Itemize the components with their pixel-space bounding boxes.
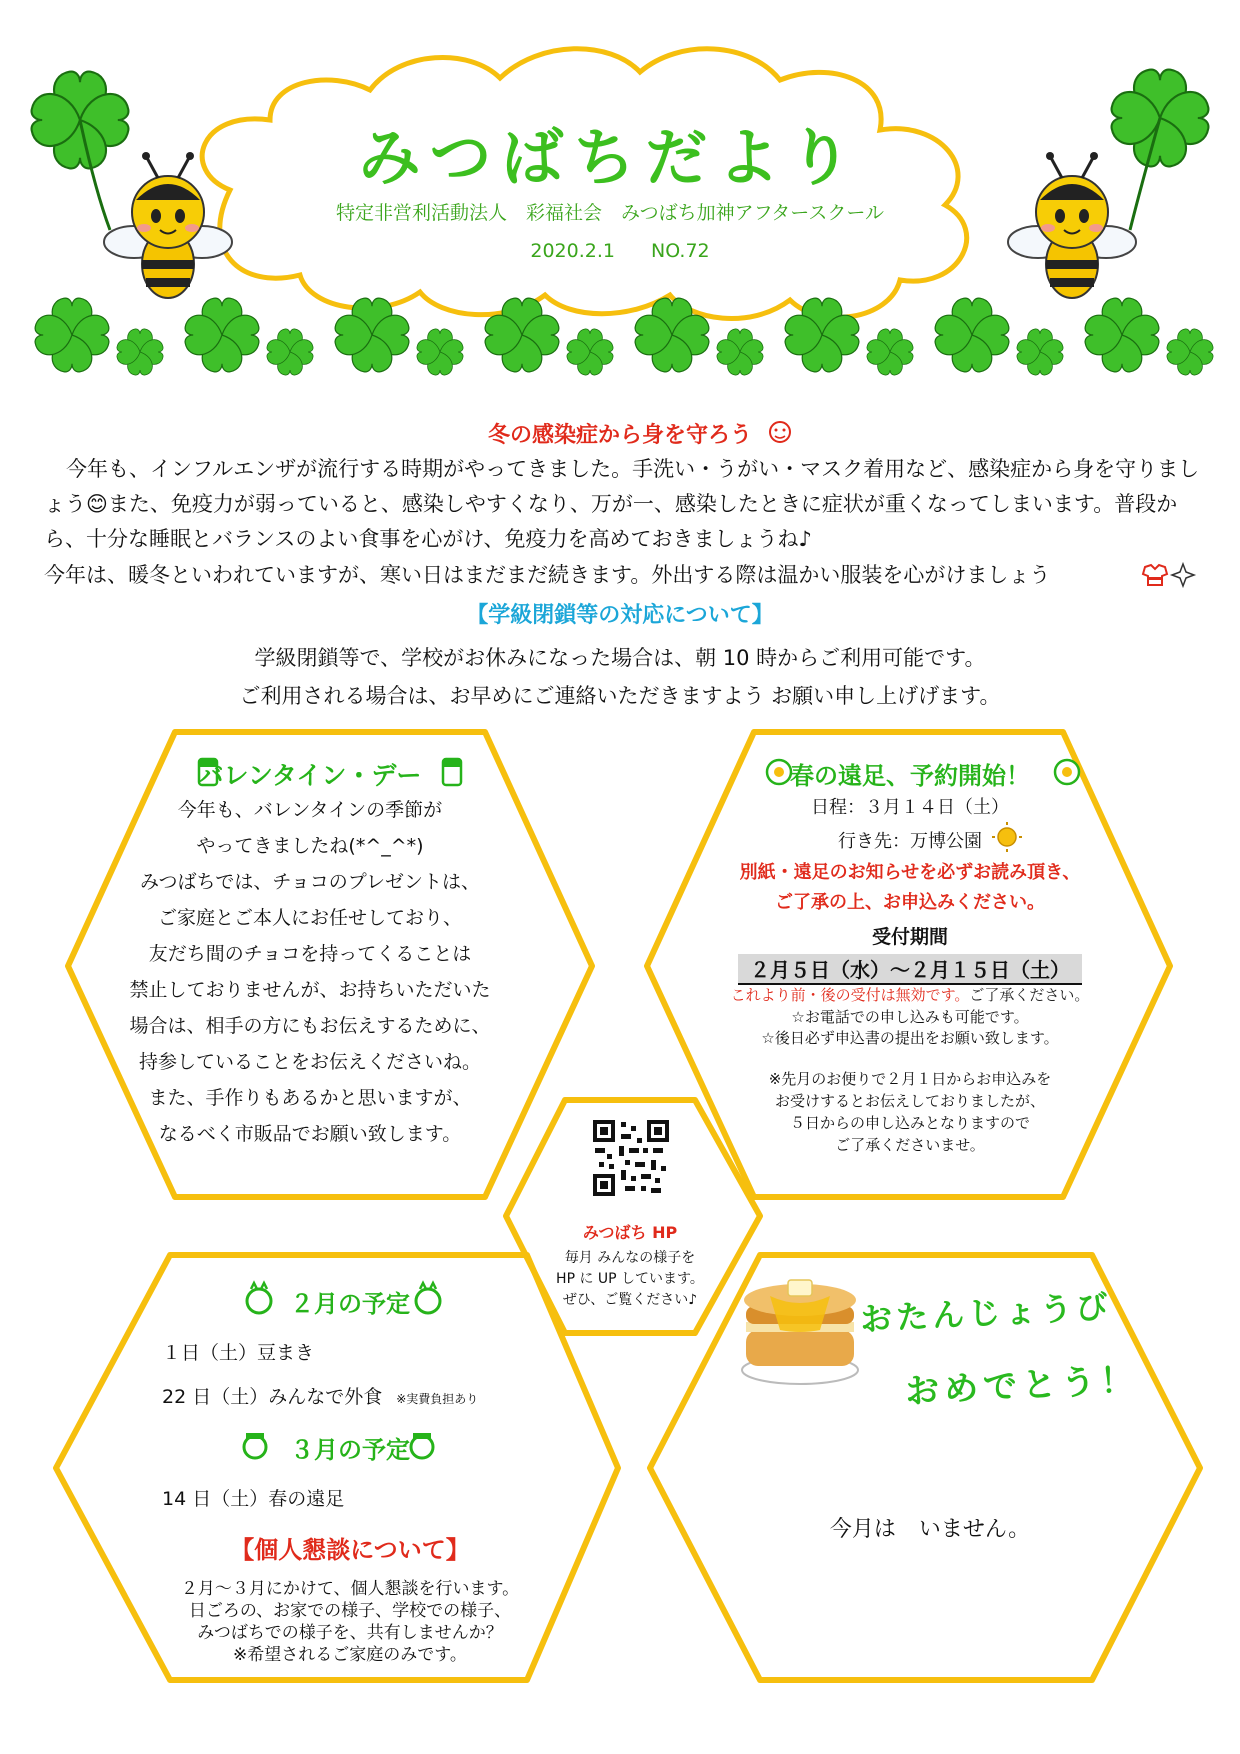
hp-description	[528, 1248, 732, 1311]
intro-paragraph: 今年も、インフルエンザが流行する時期がやってきました。手洗い・うがい・マスク着用など、感染症から身を守りましょう😊また、免疫力が弱っていると、感染しやすくなり、万が一、感染したときに症状が重くなってしまいます。普段から、十分な睡眠とバランスのよい食事を心がけ、免疫力を高めておきましょうね♪	[44, 457, 1200, 551]
spring-warning-black: ご了承ください。	[969, 986, 1090, 1004]
valentine-text	[100, 792, 520, 1152]
valentine-line: ご家庭とご本人にお任せしており、	[157, 907, 462, 929]
closure-line: ご利用される場合は、お早めにご連絡いただきますよう お願い申し上げげます。	[239, 684, 1001, 708]
spring-form-note: ☆後日必ず申込書の提出をお願い致します。	[761, 1029, 1059, 1047]
valentine-heading: バレンタイン・デー	[198, 761, 422, 790]
hp-line: 毎月 みんなの様子を	[564, 1250, 696, 1266]
spring-period: ２月５日（水）～２月１５日（土）	[738, 954, 1082, 985]
valentine-line: みつばちでは、チョコのプレゼントは、	[139, 871, 481, 893]
clover-right-big-icon	[1112, 70, 1209, 230]
spring-correction-line: お受けするとお伝えしておりましたが、	[774, 1092, 1045, 1110]
spring-phone-note: ☆お電話での申し込みも可能です。	[791, 1008, 1029, 1026]
closure-line: 学級閉鎖等で、学校がお休みになった場合は、朝 10 時からご利用可能です。	[254, 646, 986, 670]
hp-line: HP に UP しています。	[556, 1271, 704, 1287]
valentine-line: 持参していることをお伝えくださいね。	[138, 1051, 481, 1073]
interview-text	[110, 1578, 590, 1666]
schedule-item	[162, 1382, 478, 1409]
clover-left-big-icon	[32, 72, 129, 230]
spring-correction-line: ※先月のお便りで２月１日からお申込みを	[768, 1070, 1052, 1088]
issue-line	[420, 240, 820, 262]
birthday-title-line2: おめでとう！	[904, 1359, 1141, 1413]
spring-heading: 春の遠足、予約開始！	[790, 762, 1030, 790]
spring-place: 行き先：万博公園	[838, 831, 982, 852]
spring-warning-red: これより前・後の受付は無効です。	[730, 986, 970, 1004]
spring-correction-line: ご了承くださいませ。	[835, 1136, 985, 1154]
schedule-item: １日（土）豆まき	[162, 1342, 315, 1364]
interview-heading: 【個人懇談について】	[230, 1536, 470, 1564]
interview-line: みつばちでの様子を、共有しませんか？	[197, 1623, 503, 1643]
birthday-message: 今月は いません。	[829, 1517, 1031, 1542]
intro-paragraph-2: 今年は、暖冬といわれていますが、寒い日はまだまだ続きます。外出する際は温かい服装を心がけましょう	[44, 563, 1051, 587]
newsletter-title: みつばちだより	[358, 121, 862, 194]
spring-warning	[690, 984, 1130, 1005]
valentine-line: 禁止しておりませんが、お持ちいただいた	[129, 979, 491, 1001]
feb-schedule-heading: ２月の予定	[290, 1290, 410, 1318]
birthday-title-line1: おたんじょうび	[859, 1287, 1113, 1339]
valentine-line: 場合は、相手の方にもお伝えするために、	[129, 1015, 491, 1037]
schedule-item: 14 日（土）春の遠足	[162, 1488, 345, 1510]
spring-period-label: 受付期間	[871, 926, 948, 948]
bee-right-icon	[1008, 152, 1136, 298]
valentine-line: やってきましたね(*^_^*)	[196, 835, 424, 857]
qr-code-link[interactable]	[591, 1118, 671, 1198]
mar-schedule-heading: ３月の予定	[290, 1436, 410, 1464]
interview-line: 日ごろの、お家での様子、学校での様子、	[188, 1601, 512, 1621]
interview-line: ２月～３月にかけて、個人懇談を行います。	[180, 1579, 520, 1599]
spring-notice-line: ご了承の上、お申込みください。	[775, 892, 1045, 913]
valentine-line: 友だち間のチョコを持ってくることは	[148, 943, 472, 965]
intro-heading: 冬の感染症から身を守ろう	[487, 423, 752, 448]
valentine-line: なるべく市販品でお願い致します。	[158, 1123, 462, 1145]
schedule-item-text: 22 日（土）みんなで外食	[162, 1386, 383, 1408]
valentine-line: また、手作りもあるかと思いますが、	[148, 1087, 472, 1109]
spring-date: 日程：３月１４日（土）	[811, 797, 1009, 818]
hp-line: ぜひ、ご覧ください♪	[562, 1292, 698, 1308]
interview-line: ※希望されるご家庭のみです。	[233, 1645, 467, 1665]
organization-name: 特定非営利活動法人 彩福社会 みつばち加神アフタースクール	[336, 202, 884, 224]
issue-number: NO.72	[651, 240, 710, 262]
spring-correction-line: ５日からの申し込みとなりますので	[789, 1114, 1030, 1132]
pancake-icon	[742, 1280, 858, 1384]
schedule-note: ※実費負担あり	[396, 1392, 479, 1406]
spring-notice	[690, 858, 1130, 918]
spring-notice-line: 別紙・遠足のお知らせを必ずお読み頂き、	[739, 862, 1081, 883]
hp-title: みつばち HP	[582, 1223, 678, 1242]
valentine-line: 今年も、バレンタインの季節が	[177, 799, 443, 821]
closure-heading: 【学級閉鎖等の対応について】	[466, 603, 774, 628]
issue-date: 2020.2.1	[530, 240, 615, 262]
spring-correction	[700, 1068, 1120, 1156]
